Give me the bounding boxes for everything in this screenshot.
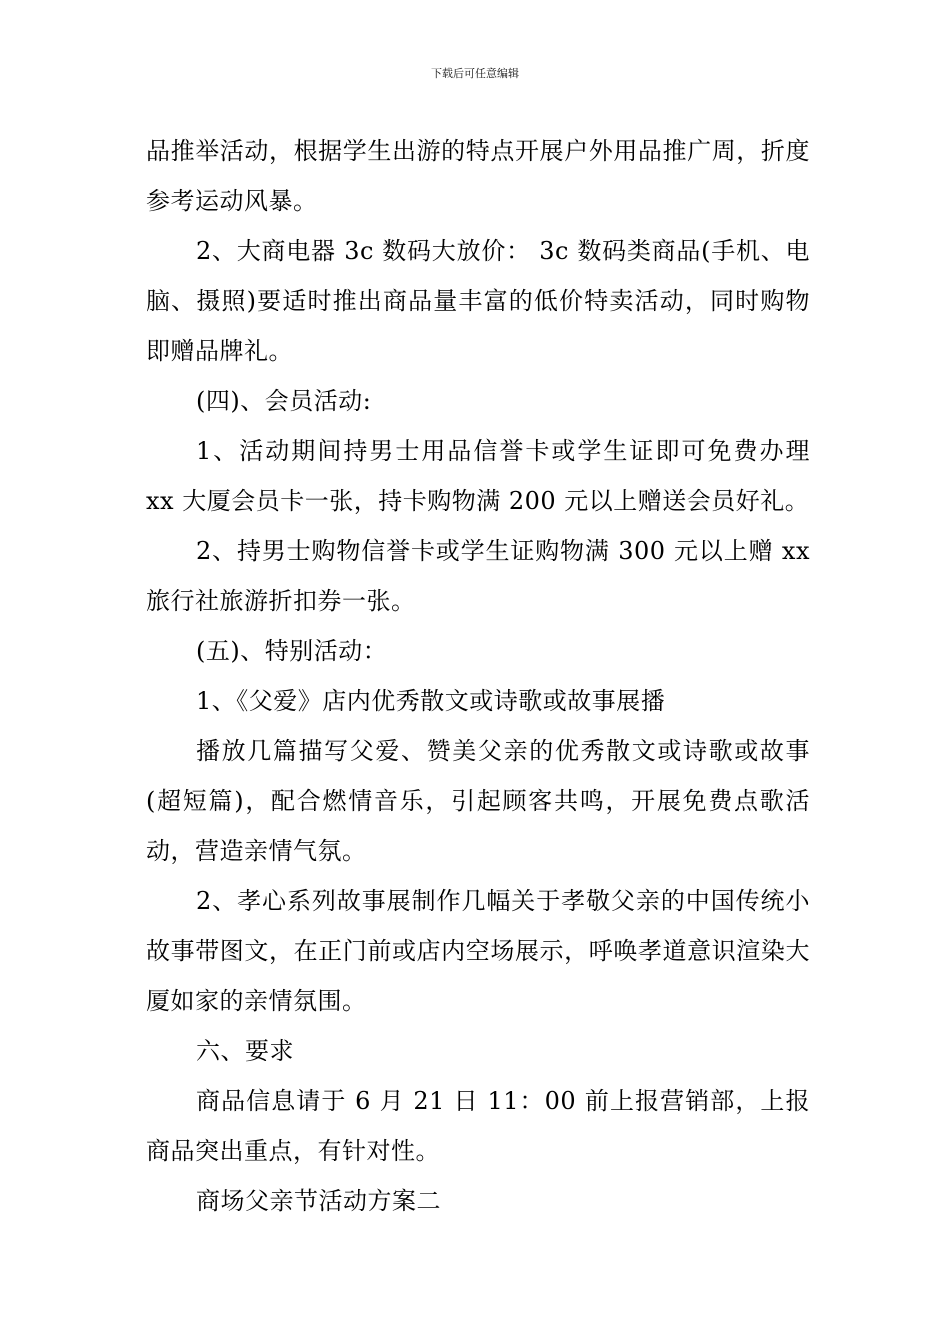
paragraph: 品推举活动，根据学生出游的特点开展户外用品推广周，折度参考运动风暴。 — [146, 137, 810, 215]
paragraph: 1、活动期间持男士用品信誉卡或学生证即可免费办理 xx 大厦会员卡一张，持卡购物满 200 元以上赠送会员好礼。 — [146, 437, 810, 515]
paragraph: 1、《父爱》店内优秀散文或诗歌或故事展播 — [196, 687, 666, 715]
section-heading: 商场父亲节活动方案二 — [196, 1187, 441, 1215]
section-heading: 六、要求 — [196, 1037, 294, 1065]
paragraph: 2、孝心系列故事展制作几幅关于孝敬父亲的中国传统小故事带图文，在正门前或店内空场展示，呼唤孝道意识渲染大厦如家的亲情氛围。 — [146, 887, 810, 1015]
page-header: 下载后可任意编辑 — [431, 67, 519, 80]
paragraph: 播放几篇描写父爱、赞美父亲的优秀散文或诗歌或故事(超短篇)，配合燃情音乐，引起顾客共鸣，开展免费点歌活动，营造亲情气氛。 — [146, 737, 810, 865]
paragraph: 2、持男士购物信誉卡或学生证购物满 300 元以上赠 xx 旅行社旅游折扣券一张。 — [146, 537, 810, 615]
section-heading: (四)、会员活动: — [196, 387, 372, 415]
paragraph: 2、大商电器 3c 数码大放价： 3c 数码类商品(手机、电脑、摄照)要适时推出商品量丰富的低价特卖活动，同时购物即赠品牌礼。 — [146, 237, 810, 365]
document-body — [146, 126, 810, 1226]
section-heading: (五)、特别活动： — [196, 637, 388, 665]
paragraph: 商品信息请于 6 月 21 日 11：00 前上报营销部，上报商品突出重点，有针对性。 — [146, 1087, 810, 1165]
